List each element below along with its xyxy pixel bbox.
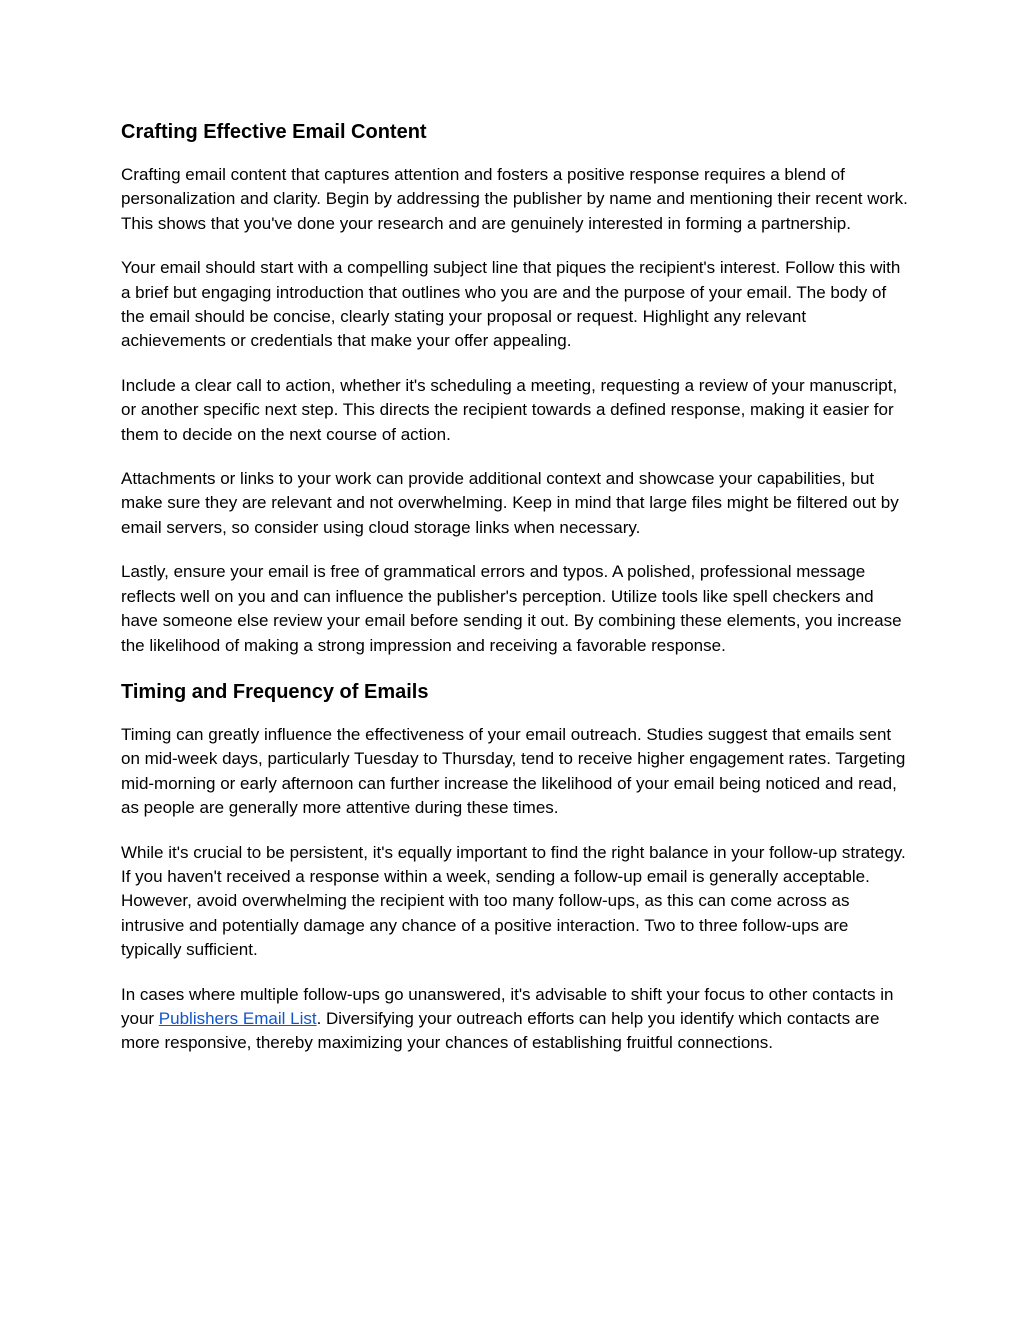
paragraph-text-before-link: In cases where multiple follow-ups go unanswered, it's advisable to shift your focus to other contacts in your xyxy=(121,984,894,1028)
paragraph-text-after-link: . Diversifying your outreach efforts can help you identify which contacts are more responsive, thereby maximizing your chances of establishing fruitful connections. xyxy=(121,1008,880,1053)
paragraph: Lastly, ensure your email is free of grammatical errors and typos. A polished, professional message reflects well on you and can influence the publisher's perception. Utilize tools like spell checkers and have someone else review your email before sending it out. By combining these elements, you increase the likelihood of making a strong impression and receiving a favorable response. xyxy=(121,562,902,655)
paragraph: Attachments or links to your work can provide additional context and showcase your capabilities, but make sure they are relevant and not overwhelming. Keep in mind that large files might be filtered out by email servers, so consider using cloud storage links when necessary. xyxy=(121,469,899,537)
paragraph-with-link xyxy=(121,983,911,1056)
publishers-email-list-link[interactable]: Publishers Email List xyxy=(158,1008,317,1028)
section-heading-timing: Timing and Frequency of Emails xyxy=(121,680,429,703)
paragraph: While it's crucial to be persistent, it's equally important to find the right balance in your follow-up strategy. If you haven't received a response within a week, sending a follow-up email is generally acceptable. However, avoid overwhelming the recipient with too many follow-ups, as this can come across as intrusive and potentially damage any chance of a positive interaction. Two to three follow-ups are typically sufficient. xyxy=(121,842,906,960)
document-page xyxy=(121,118,911,1076)
section-heading-crafting: Crafting Effective Email Content xyxy=(121,121,427,143)
paragraph: Timing can greatly influence the effectiveness of your email outreach. Studies suggest that emails sent on mid-week days, particularly Tuesday to Thursday, tend to receive higher engagement rates. Targeting mid-morning or early afternoon can further increase the likelihood of your email being noticed and read, as people are generally more attentive during these times. xyxy=(121,724,906,818)
paragraph: Crafting email content that captures attention and fosters a positive response requires a blend of personalization and clarity. Begin by addressing the publisher by name and mentioning their recent work. This shows that you've done your research and are genuinely interested in forming a partnership. xyxy=(121,165,908,233)
paragraph: Include a clear call to action, whether it's scheduling a meeting, requesting a review of your manuscript, or another specific next step. This directs the recipient towards a defined response, making it easier for them to decide on the next course of action. xyxy=(121,375,898,444)
paragraph: Your email should start with a compelling subject line that piques the recipient's interest. Follow this with a brief but engaging introduction that outlines who you are and the purpose of your email. The body of the email should be concise, clearly stating your proposal or request. Highlight any relevant achievements or credentials that make your offer appealing. xyxy=(121,258,901,351)
